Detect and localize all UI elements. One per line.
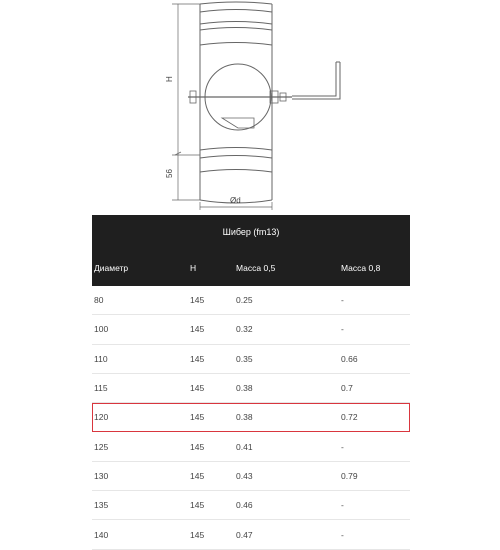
cell-mass-05: 0.41 [236, 441, 253, 452]
table-row [92, 520, 410, 549]
damper-handle [292, 62, 340, 99]
header-mass-08: Масса 0,8 [341, 262, 381, 273]
cell-mass-08: 0.7 [341, 383, 353, 394]
cell-h: 145 [190, 353, 205, 364]
cell-mass-05: 0.46 [236, 500, 253, 511]
cell-diameter: 120 [94, 412, 109, 423]
cell-mass-05: 0.38 [236, 412, 253, 423]
cell-mass-08: - [341, 529, 344, 540]
table-row [92, 374, 410, 403]
cell-diameter: 115 [94, 383, 108, 394]
table-body [92, 286, 410, 550]
header-diameter: Диаметр [94, 262, 129, 273]
cell-mass-05: 0.38 [236, 383, 253, 394]
table-row [92, 315, 410, 344]
table-header-row [92, 249, 410, 286]
cell-mass-08: 0.66 [341, 353, 358, 364]
cell-mass-08: - [341, 295, 344, 306]
dim-height-label: H [165, 76, 174, 82]
cell-mass-08: - [341, 324, 344, 335]
cell-mass-05: 0.35 [236, 353, 253, 364]
cell-h: 145 [190, 383, 205, 394]
cell-h: 145 [190, 324, 205, 335]
cell-mass-05: 0.25 [236, 295, 253, 306]
dim-diameter-label: Ød [230, 196, 241, 205]
cell-diameter: 100 [94, 324, 109, 335]
table-row [92, 462, 410, 491]
cell-h: 145 [190, 295, 205, 306]
pipe-top-rim [200, 2, 272, 4]
cell-h: 145 [190, 412, 205, 423]
cell-h: 145 [190, 470, 205, 481]
cell-h: 145 [190, 529, 205, 540]
table-row [92, 286, 410, 315]
cell-mass-05: 0.43 [236, 470, 253, 481]
spec-table [92, 215, 410, 550]
cell-mass-08: 0.72 [341, 412, 358, 423]
cell-diameter: 125 [94, 441, 109, 452]
table-row [92, 432, 410, 461]
cell-mass-08: 0.79 [341, 470, 358, 481]
table-row [92, 345, 410, 374]
table-row [92, 403, 410, 432]
cell-h: 145 [190, 500, 205, 511]
cell-h: 145 [190, 441, 205, 452]
cell-diameter: 135 [94, 500, 109, 511]
header-mass-05: Масса 0,5 [236, 262, 276, 273]
cell-mass-05: 0.32 [236, 324, 253, 335]
table-title: Шибер (fm13) [92, 215, 410, 249]
cell-mass-08: - [341, 441, 344, 452]
cell-diameter: 80 [94, 295, 104, 306]
cell-mass-05: 0.47 [236, 529, 253, 540]
table-row [92, 491, 410, 520]
header-h: H [190, 262, 197, 273]
cell-mass-08: - [341, 500, 344, 511]
cell-diameter: 110 [94, 353, 108, 364]
cell-diameter: 140 [94, 529, 109, 540]
damper-technical-drawing [0, 0, 500, 215]
cell-diameter: 130 [94, 470, 109, 481]
dim-bottom-label: 56 [165, 169, 174, 178]
